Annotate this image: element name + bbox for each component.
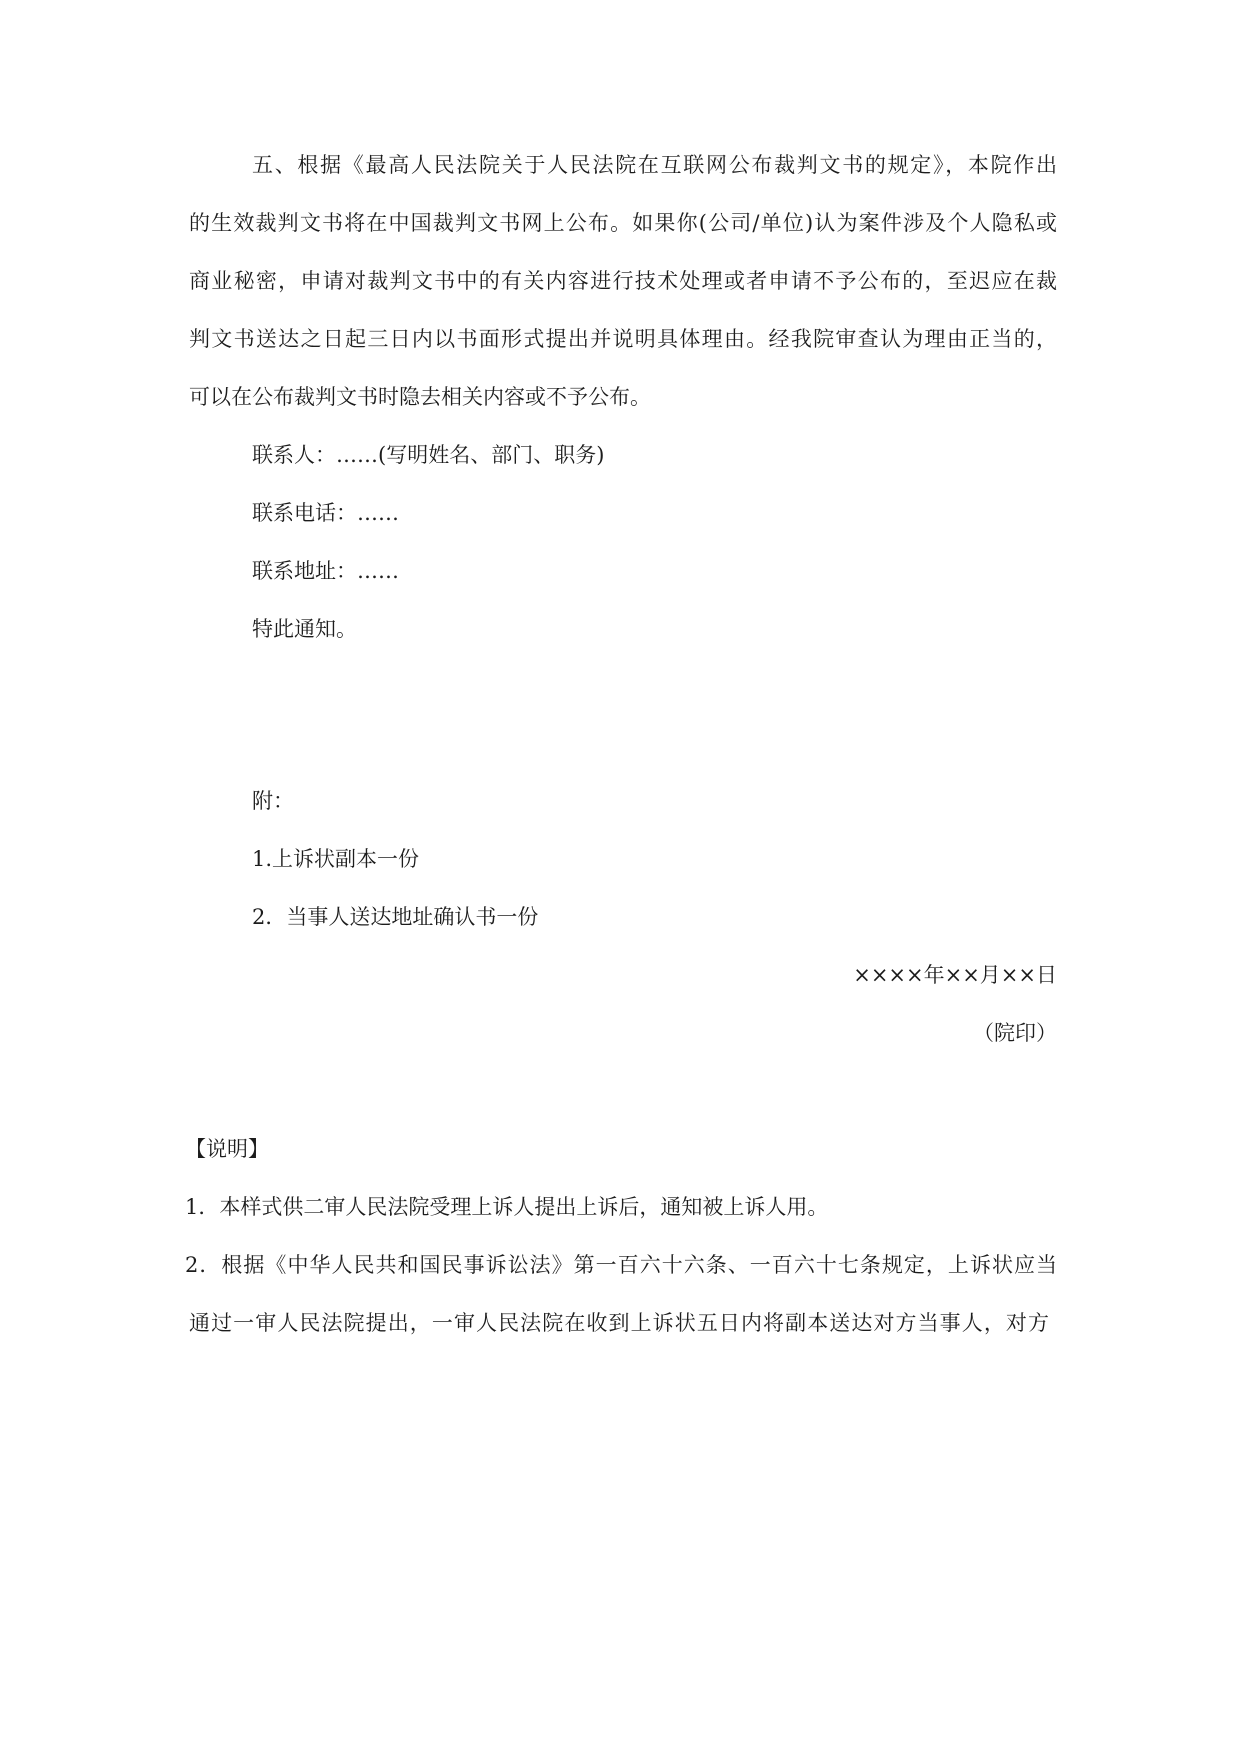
attachment-item: 1.上诉状副本一份 [252, 847, 420, 871]
explanation-heading: 【说明】 [185, 1137, 269, 1161]
explanation-line: 通过一审人民法院提出，一审人民法院在收到上诉状五日内将副本送达对方当事人，对方 [189, 1311, 1049, 1335]
paragraph-line: 五、根据《最高人民法院关于人民法院在互联网公布裁判文书的规定》，本院作出 [252, 153, 1057, 177]
paragraph-line: 判文书送达之日起三日内以书面形式提出并说明具体理由。经我院审查认为理由正当的， [189, 327, 1057, 351]
court-seal: （院印） [973, 1021, 1057, 1045]
explanation-line: 2．根据《中华人民共和国民事诉讼法》第一百六十六条、一百六十七条规定，上诉状应当 [185, 1253, 1057, 1277]
attachment-heading: 附： [252, 789, 294, 813]
paragraph-line: 可以在公布裁判文书时隐去相关内容或不予公布。 [189, 385, 651, 409]
issue-date: ××××年××月××日 [853, 963, 1057, 987]
contact-person: 联系人：……(写明姓名、部门、职务) [252, 443, 605, 467]
paragraph-line: 的生效裁判文书将在中国裁判文书网上公布。如果你(公司/单位)认为案件涉及个人隐私或 [189, 211, 1057, 235]
contact-address: 联系地址：…… [252, 559, 399, 583]
explanation-line: 1．本样式供二审人民法院受理上诉人提出上诉后，通知被上诉人用。 [185, 1195, 829, 1219]
closing-statement: 特此通知。 [252, 617, 357, 641]
paragraph-line: 商业秘密，申请对裁判文书中的有关内容进行技术处理或者申请不予公布的，至迟应在裁 [189, 269, 1057, 293]
contact-phone: 联系电话：…… [252, 501, 399, 525]
attachment-item: 2．当事人送达地址确认书一份 [252, 905, 539, 929]
